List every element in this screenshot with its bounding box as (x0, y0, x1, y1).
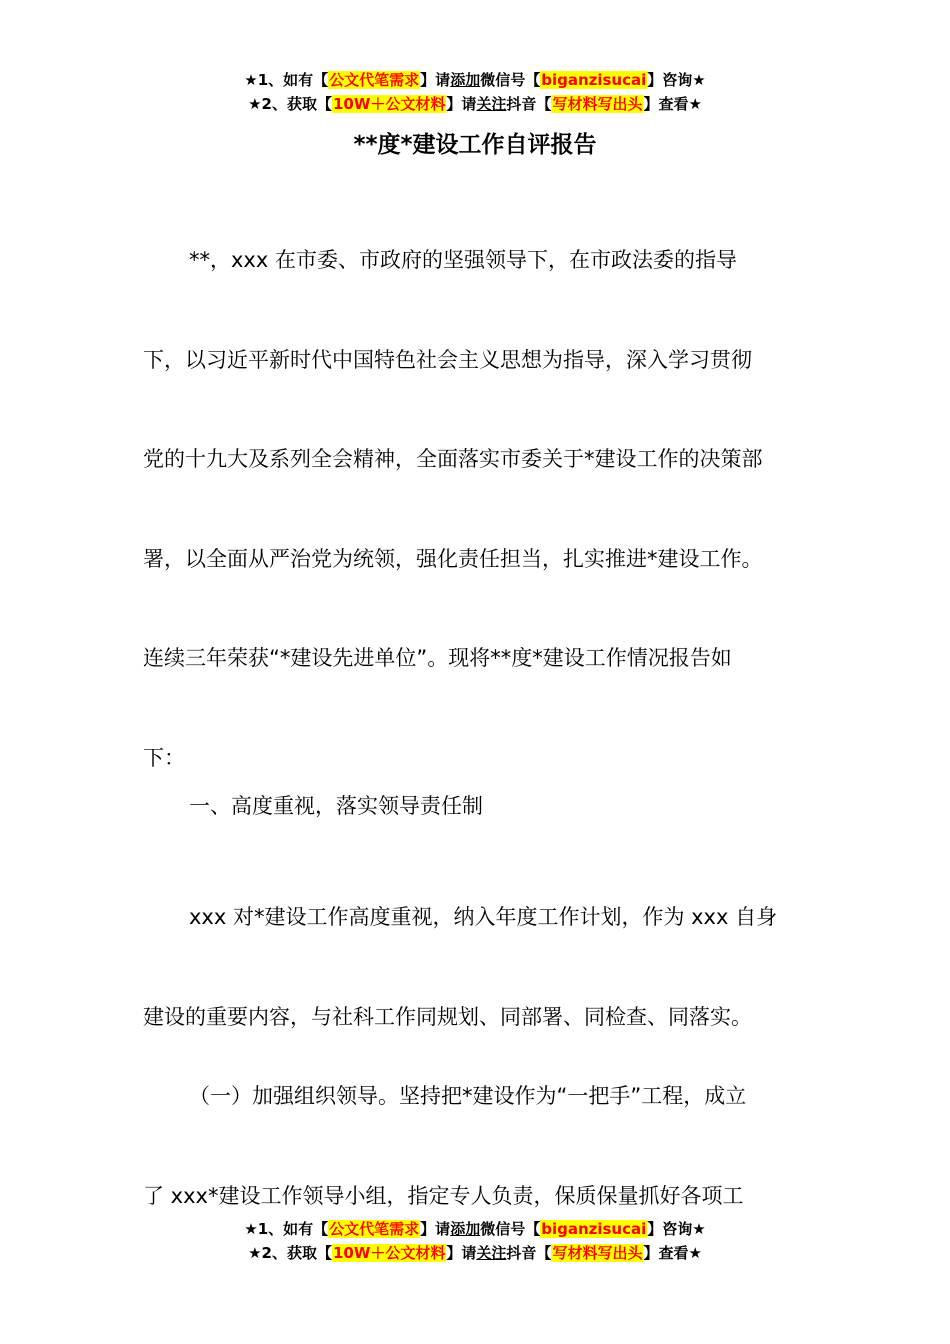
promo-text: 】查看★ (643, 95, 702, 113)
promo-highlight: 10W＋公文材料 (332, 1244, 446, 1262)
paragraph-section-1 (143, 868, 811, 1067)
header-promo (0, 68, 950, 116)
promo-highlight: 10W＋公文材料 (332, 95, 446, 113)
paragraph-intro (143, 211, 811, 809)
paragraph-line: 了 xxx*建设工作领导小组，指定专人负责，保质保量抓好各项工 (143, 1183, 744, 1208)
promo-text: 】请 (420, 1220, 451, 1238)
document-title: **度*建设工作自评报告 (353, 132, 597, 158)
paragraph-line: 建设的重要内容，与社科工作同规划、同部署、同检查、同落实。 (143, 1004, 752, 1029)
promo-highlight: 公文代笔需求 (329, 1220, 420, 1238)
promo-wechat-id: biganzisucai (541, 71, 647, 89)
section-heading-text: 一、高度重视，落实领导责任制 (189, 794, 483, 818)
promo-line-2 (0, 1241, 950, 1265)
paragraph-line: xxx 对*建设工作高度重视，纳入年度工作计划，作为 xxx 自身 (189, 905, 778, 929)
paragraph-line: 党的十九大及系列全会精神，全面落实市委关于*建设工作的决策部 (143, 447, 763, 472)
promo-text: 】咨询★ (647, 1220, 706, 1238)
promo-text: 】请 (446, 1244, 477, 1262)
promo-text: 微信号【 (480, 71, 541, 89)
promo-text: 微信号【 (480, 1220, 541, 1238)
promo-text: 】请 (420, 71, 451, 89)
promo-text: 】咨询★ (647, 71, 706, 89)
promo-text: 】查看★ (643, 1244, 702, 1262)
promo-text: ★2、获取【 (248, 1244, 332, 1262)
promo-douyin-id: 写材料写出头 (552, 95, 643, 113)
promo-underlined: 添加 (450, 71, 481, 89)
footer-promo (0, 1217, 950, 1265)
promo-text: ★1、如有【 (244, 1220, 329, 1238)
promo-text: ★2、获取【 (248, 95, 332, 113)
paragraph-line: 下： (143, 745, 185, 770)
paragraph-line: **，xxx 在市委、市政府的坚强领导下，在市政法委的指导 (189, 248, 737, 272)
promo-text: ★1、如有【 (244, 71, 329, 89)
promo-line-2 (0, 92, 950, 116)
paragraph-line: （一）加强组织领导。坚持把*建设作为“一把手”工程，成立 (189, 1084, 747, 1108)
promo-text: 抖音【 (506, 1244, 552, 1262)
promo-underlined: 关注 (476, 1244, 507, 1262)
section-heading (143, 788, 811, 824)
paragraph-line: 连续三年荣获“*建设先进单位”。现将**度*建设工作情况报告如 (143, 646, 732, 671)
promo-wechat-id: biganzisucai (541, 1220, 647, 1238)
promo-underlined: 关注 (476, 95, 507, 113)
paragraph-line: 署，以全面从严治党为统领，强化责任担当，扎实推进*建设工作。 (143, 546, 763, 571)
promo-underlined: 添加 (450, 1220, 481, 1238)
paragraph-line: 下，以习近平新时代中国特色社会主义思想为指导，深入学习贯彻 (143, 347, 752, 372)
promo-line-1 (0, 1217, 950, 1241)
promo-text: 】请 (446, 95, 477, 113)
promo-text: 抖音【 (506, 95, 552, 113)
promo-douyin-id: 写材料写出头 (552, 1244, 643, 1262)
promo-line-1 (0, 68, 950, 92)
promo-highlight: 公文代笔需求 (329, 71, 420, 89)
